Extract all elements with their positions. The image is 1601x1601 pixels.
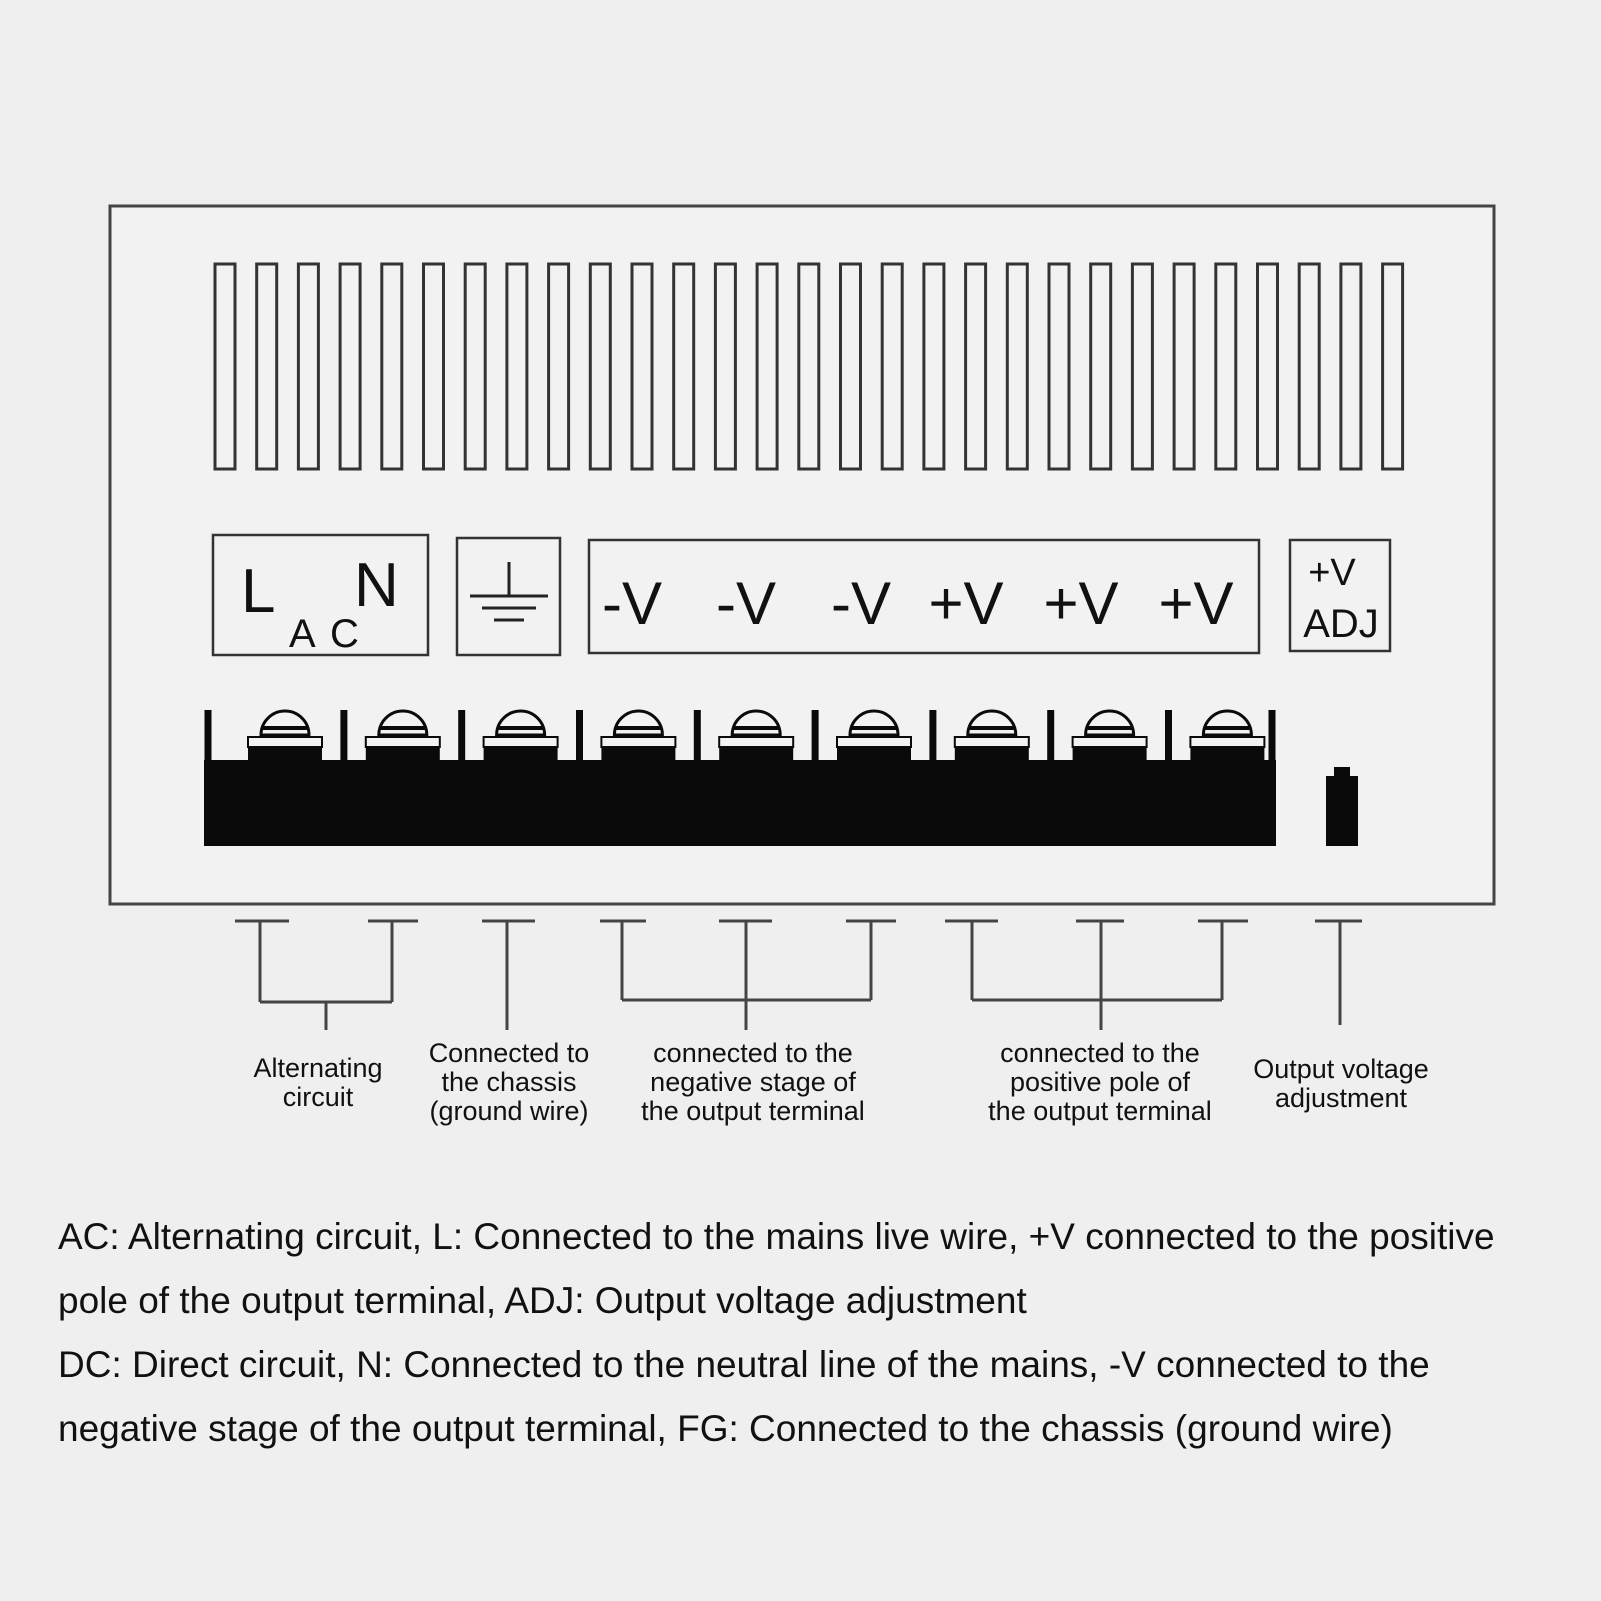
terminal-separator bbox=[1047, 710, 1054, 762]
label-l: L bbox=[241, 557, 276, 626]
adj-top-label: +V bbox=[1308, 552, 1356, 594]
callout-positive-line2: positive pole of bbox=[1009, 1067, 1191, 1097]
callout-adj-line2: adjustment bbox=[1274, 1083, 1408, 1113]
output-label: -V bbox=[602, 570, 662, 637]
callout-ground-line2: the chassis bbox=[441, 1067, 577, 1097]
terminal-separator bbox=[1165, 710, 1172, 762]
callout-adj-line1: Output voltage bbox=[1253, 1054, 1429, 1084]
callout-ground-line1: Connected to bbox=[428, 1038, 590, 1068]
callout-ground-line3: (ground wire) bbox=[429, 1096, 589, 1126]
label-a: A bbox=[289, 612, 316, 656]
terminal-separator bbox=[340, 710, 347, 762]
terminal-separator bbox=[458, 710, 465, 762]
terminal-separator bbox=[929, 710, 936, 762]
output-label: +V bbox=[1043, 570, 1119, 637]
label-c: C bbox=[330, 612, 359, 656]
callout-ac-line1: Alternating bbox=[253, 1053, 383, 1083]
terminal-separator bbox=[1269, 710, 1276, 762]
callout-negative-line2: negative stage of bbox=[650, 1067, 856, 1097]
output-label: -V bbox=[831, 570, 891, 637]
terminal-separator bbox=[812, 710, 819, 762]
output-label: -V bbox=[716, 570, 776, 637]
callout-lines bbox=[235, 921, 1362, 1030]
label-n: N bbox=[354, 551, 399, 620]
callout-negative bbox=[618, 1039, 888, 1126]
callout-negative-line3: the output terminal bbox=[641, 1096, 865, 1126]
legend-note-ac: AC: Alternating circuit, L: Connected to the mains live wire, +V connected to the positive pole of the output terminal, ADJ: Output voltage adjustment bbox=[58, 1216, 1495, 1321]
adj-bottom-label: ADJ bbox=[1303, 602, 1379, 646]
callout-adj bbox=[1234, 1055, 1448, 1113]
terminal-separator bbox=[576, 710, 583, 762]
callout-negative-line1: connected to the bbox=[653, 1038, 853, 1068]
terminal-separator bbox=[694, 710, 701, 762]
callout-positive-line1: connected to the bbox=[1000, 1038, 1200, 1068]
legend-notes bbox=[58, 1205, 1558, 1461]
adj-potentiometer-icon bbox=[1326, 767, 1358, 846]
callout-positive bbox=[962, 1039, 1238, 1126]
callout-ac bbox=[216, 1054, 420, 1112]
legend-note-dc: DC: Direct circuit, N: Connected to the neutral line of the mains, -V connected to the negative stage of the output terminal, FG: Connected to the chassis (ground wire) bbox=[58, 1344, 1430, 1449]
output-label: +V bbox=[928, 570, 1004, 637]
terminal-separator bbox=[205, 710, 212, 762]
callout-positive-line3: the output terminal bbox=[988, 1096, 1212, 1126]
callout-ground bbox=[404, 1039, 614, 1126]
output-label: +V bbox=[1158, 570, 1234, 637]
callout-ac-line2: circuit bbox=[282, 1082, 354, 1112]
